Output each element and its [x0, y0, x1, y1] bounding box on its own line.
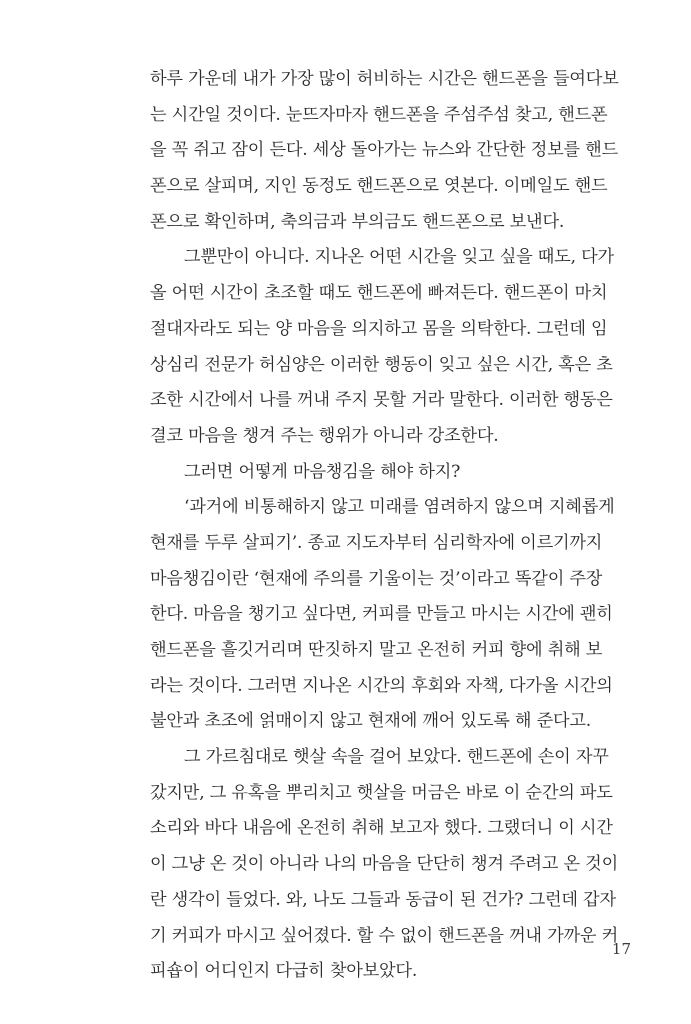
text-line: 결코 마음을 챙겨 주는 행위가 아니라 강조한다. [150, 425, 499, 446]
text-line: 한다. 마음을 챙기고 싶다면, 커피를 만들고 마시는 시간에 괜히 [150, 604, 613, 625]
paragraph-first-line: 그 가르침대로 햇살 속을 걸어 보았다. 핸드폰에 손이 자꾸 [184, 747, 609, 768]
text-line: 폰으로 확인하며, 축의금과 부의금도 핸드폰으로 보낸다. [150, 211, 565, 232]
text-line: 절대자라도 되는 양 마음을 의지하고 몸을 의탁한다. 그런데 임 [150, 318, 608, 339]
text-line: 조한 시간에서 나를 꺼내 주지 못할 거라 말한다. 이러한 행동은 [150, 390, 613, 411]
paragraph-first-line: 그러면 어떻게 마음챙김을 해야 하지? [184, 461, 461, 482]
paragraph-first-line: 그뿐만이 아니다. 지나온 어떤 시간을 잊고 싶을 때도, 다가 [184, 247, 614, 268]
text-line: 피숍이 어디인지 다급히 찾아보았다. [150, 961, 418, 982]
text-line: 갔지만, 그 유혹을 뿌리치고 햇살을 머금은 바로 이 순간의 파도 [150, 782, 613, 803]
text-line: 란 생각이 들었다. 와, 나도 그들과 동급이 된 건가? 그런데 갑자 [150, 889, 616, 910]
text-line: 현재를 두루 살피기’. 종교 지도자부터 심리학자에 이르기까지 [150, 532, 603, 553]
paragraph-first-line: ‘과거에 비통해하지 않고 미래를 염려하지 않으며 지혜롭게 [184, 497, 615, 518]
page-number: 17 [611, 940, 631, 958]
text-line: 이 그냥 온 것이 아니라 나의 마음을 단단히 챙겨 주려고 온 것이 [150, 854, 618, 875]
text-line: 올 어떤 시간이 초조할 때도 핸드폰에 빠져든다. 핸드폰이 마치 [150, 283, 608, 304]
text-line: 하루 가운데 내가 가장 많이 허비하는 시간은 핸드폰을 들여다보 [150, 69, 619, 89]
text-line: 는 시간일 것이다. 눈뜨자마자 핸드폰을 주섬주섬 찾고, 핸드폰 [150, 104, 608, 125]
text-line: 핸드폰을 흘깃거리며 딴짓하지 말고 온전히 커피 향에 취해 보 [150, 640, 603, 660]
text-line: 라는 것이다. 그러면 지나온 시간의 후회와 자책, 다가올 시간의 [150, 675, 613, 696]
body-text [150, 62, 632, 990]
text-line: 상심리 전문가 허심양은 이러한 행동이 잊고 싶은 시간, 혹은 초 [150, 354, 613, 375]
text-line: 기 커피가 마시고 싶어졌다. 할 수 없이 핸드폰을 꺼내 가까운 커 [150, 925, 618, 946]
text-line: 소리와 바다 내음에 온전히 취해 보고자 했다. 그랬더니 이 시간 [150, 818, 613, 839]
text-line: 불안과 초조에 얽매이지 않고 현재에 깨어 있도록 해 준다고. [150, 711, 592, 732]
text-line: 을 꼭 쥐고 잠이 든다. 세상 돌아가는 뉴스와 간단한 정보를 핸드 [150, 140, 618, 161]
text-line: 폰으로 살피며, 지인 동정도 핸드폰으로 엿본다. 이메일도 핸드 [150, 176, 608, 197]
text-line: 마음챙김이란 ‘현재에 주의를 기울이는 것’이라고 똑같이 주장 [150, 568, 603, 589]
